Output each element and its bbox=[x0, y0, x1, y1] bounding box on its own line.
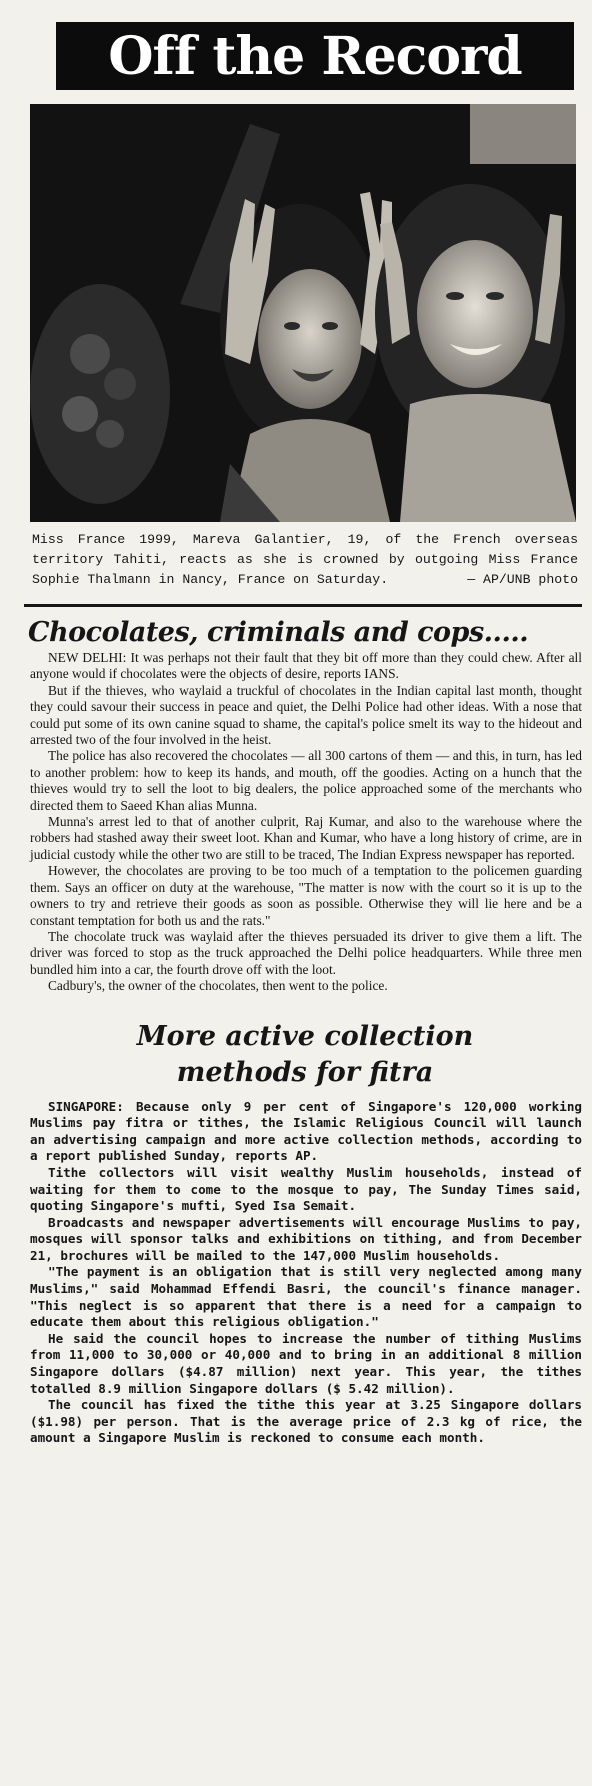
story1-paragraph: However, the chocolates are proving to be too much of a temptation to the policemen guarding them. Says an officer on duty at the warehouse, "The matter is now with the court so it is up to the owners to try and retrieve their goods as soon as possible. Otherwise they will lie here and be a constant temptation for both us and the rats." bbox=[30, 863, 582, 928]
story1-paragraph: The police has also recovered the chocolates — all 300 cartons of them — and this, in turn, has led to another problem: how to keep its hands, and mouth, off the goodies. Acting on a hunch that the thieves would try to sell the loot to big dealers, the police approached some of the merchants who directed them to Saeed Khan alias Munna. bbox=[30, 748, 582, 813]
story1-paragraph: NEW DELHI: It was perhaps not their fault that they bit off more than they could chew. After all anyone would if chocolates were the objects of desire, reports IANS. bbox=[30, 650, 582, 682]
story1-paragraph: Munna's arrest led to that of another culprit, Raj Kumar, and also to the warehouse where the robbers had stashed away their sweet loot. Khan and Kumar, who have a long history of crime, are in judicial custody while the other two are still to be traced, The Indian Express newspaper has reported. bbox=[30, 814, 582, 862]
story1-paragraph: But if the thieves, who waylaid a truckful of chocolates in the Indian capital last month, thought they could savour their success in peace and quiet, the Delhi Police had other ideas. With a nose that could put some of its own canine squad to shame, the capital's police smelt its way to the hideout and arrested two of the four involved in the heist. bbox=[30, 682, 582, 748]
story1-paragraph: The chocolate truck was waylaid after the thieves persuaded its driver to give them a lift. The driver was forced to stop as the truck approached the Delhi police headquarters. While three men bundled him into a car, the fourth drove off with the loot. bbox=[30, 928, 582, 977]
story2-paragraph: Tithe collectors will visit wealthy Muslim households, instead of waiting for them to come to the mosque to pay, The Sunday Times said, quoting Singapore's mufti, Syed Isa Semait. bbox=[30, 1164, 582, 1214]
story2-headline-line2: methods for fitra bbox=[176, 1056, 434, 1088]
story2-paragraph: He said the council hopes to increase the number of tithing Muslims from 11,000 to 30,000 or 40,000 and to bring in an additional 8 million Singapore dollars ($4.87 million) next year. This year, the tithes totalled 8.9 million Singapore dollars ($ 5.42 million). bbox=[30, 1330, 582, 1396]
story2-paragraph: Broadcasts and newspaper advertisements will encourage Muslims to pay, mosques will sponsor talks and exhibitions on tithing, and from December 21, brochures will be mailed to the 147,000 Muslim households. bbox=[30, 1214, 582, 1263]
caption-text: Miss France 1999, Mareva Galantier, 19, of the French overseas territory Tahiti, reacts as she is crowned by outgoing Miss France Sophie Thalmann in Nancy, France on Saturday. bbox=[32, 532, 578, 587]
story2-paragraph: SINGAPORE: Because only 9 per cent of Singapore's 120,000 working Muslims pay fitra or tithes, the Islamic Religious Council will launch an advertising campaign and more active collection methods, according to a report published Sunday, reports AP. bbox=[30, 1098, 582, 1164]
photo-caption bbox=[32, 530, 578, 590]
story2-paragraph: "The payment is an obligation that is still very neglected among many Muslims," said Mohammad Effendi Basri, the council's finance manager. "This neglect is so apparent that there is a need for a campaign to educate them about this religious obligation." bbox=[30, 1264, 582, 1330]
story2-paragraph: The council has fixed the tithe this year at 3.25 Singapore dollars ($1.98) per person. That is the average price of 2.3 kg of rice, the amount a Singapore Muslim is reckoned to consume each month. bbox=[30, 1397, 582, 1446]
newspaper-clipping bbox=[10, 10, 582, 1766]
story1-body bbox=[30, 650, 582, 995]
photo-credit: — AP/UNB photo bbox=[467, 572, 578, 587]
story2-headline-line1: More active collection bbox=[136, 1020, 474, 1052]
news-photo bbox=[30, 104, 576, 522]
story2-body bbox=[30, 1099, 582, 1447]
photo-image bbox=[30, 104, 576, 522]
story2-headline bbox=[28, 1019, 582, 1091]
section-divider bbox=[24, 604, 582, 607]
masthead: Off the Record bbox=[56, 22, 574, 90]
story1-headline: Chocolates, criminals and cops..... bbox=[28, 617, 529, 648]
story1-paragraph: Cadbury's, the owner of the chocolates, then went to the police. bbox=[48, 978, 388, 994]
